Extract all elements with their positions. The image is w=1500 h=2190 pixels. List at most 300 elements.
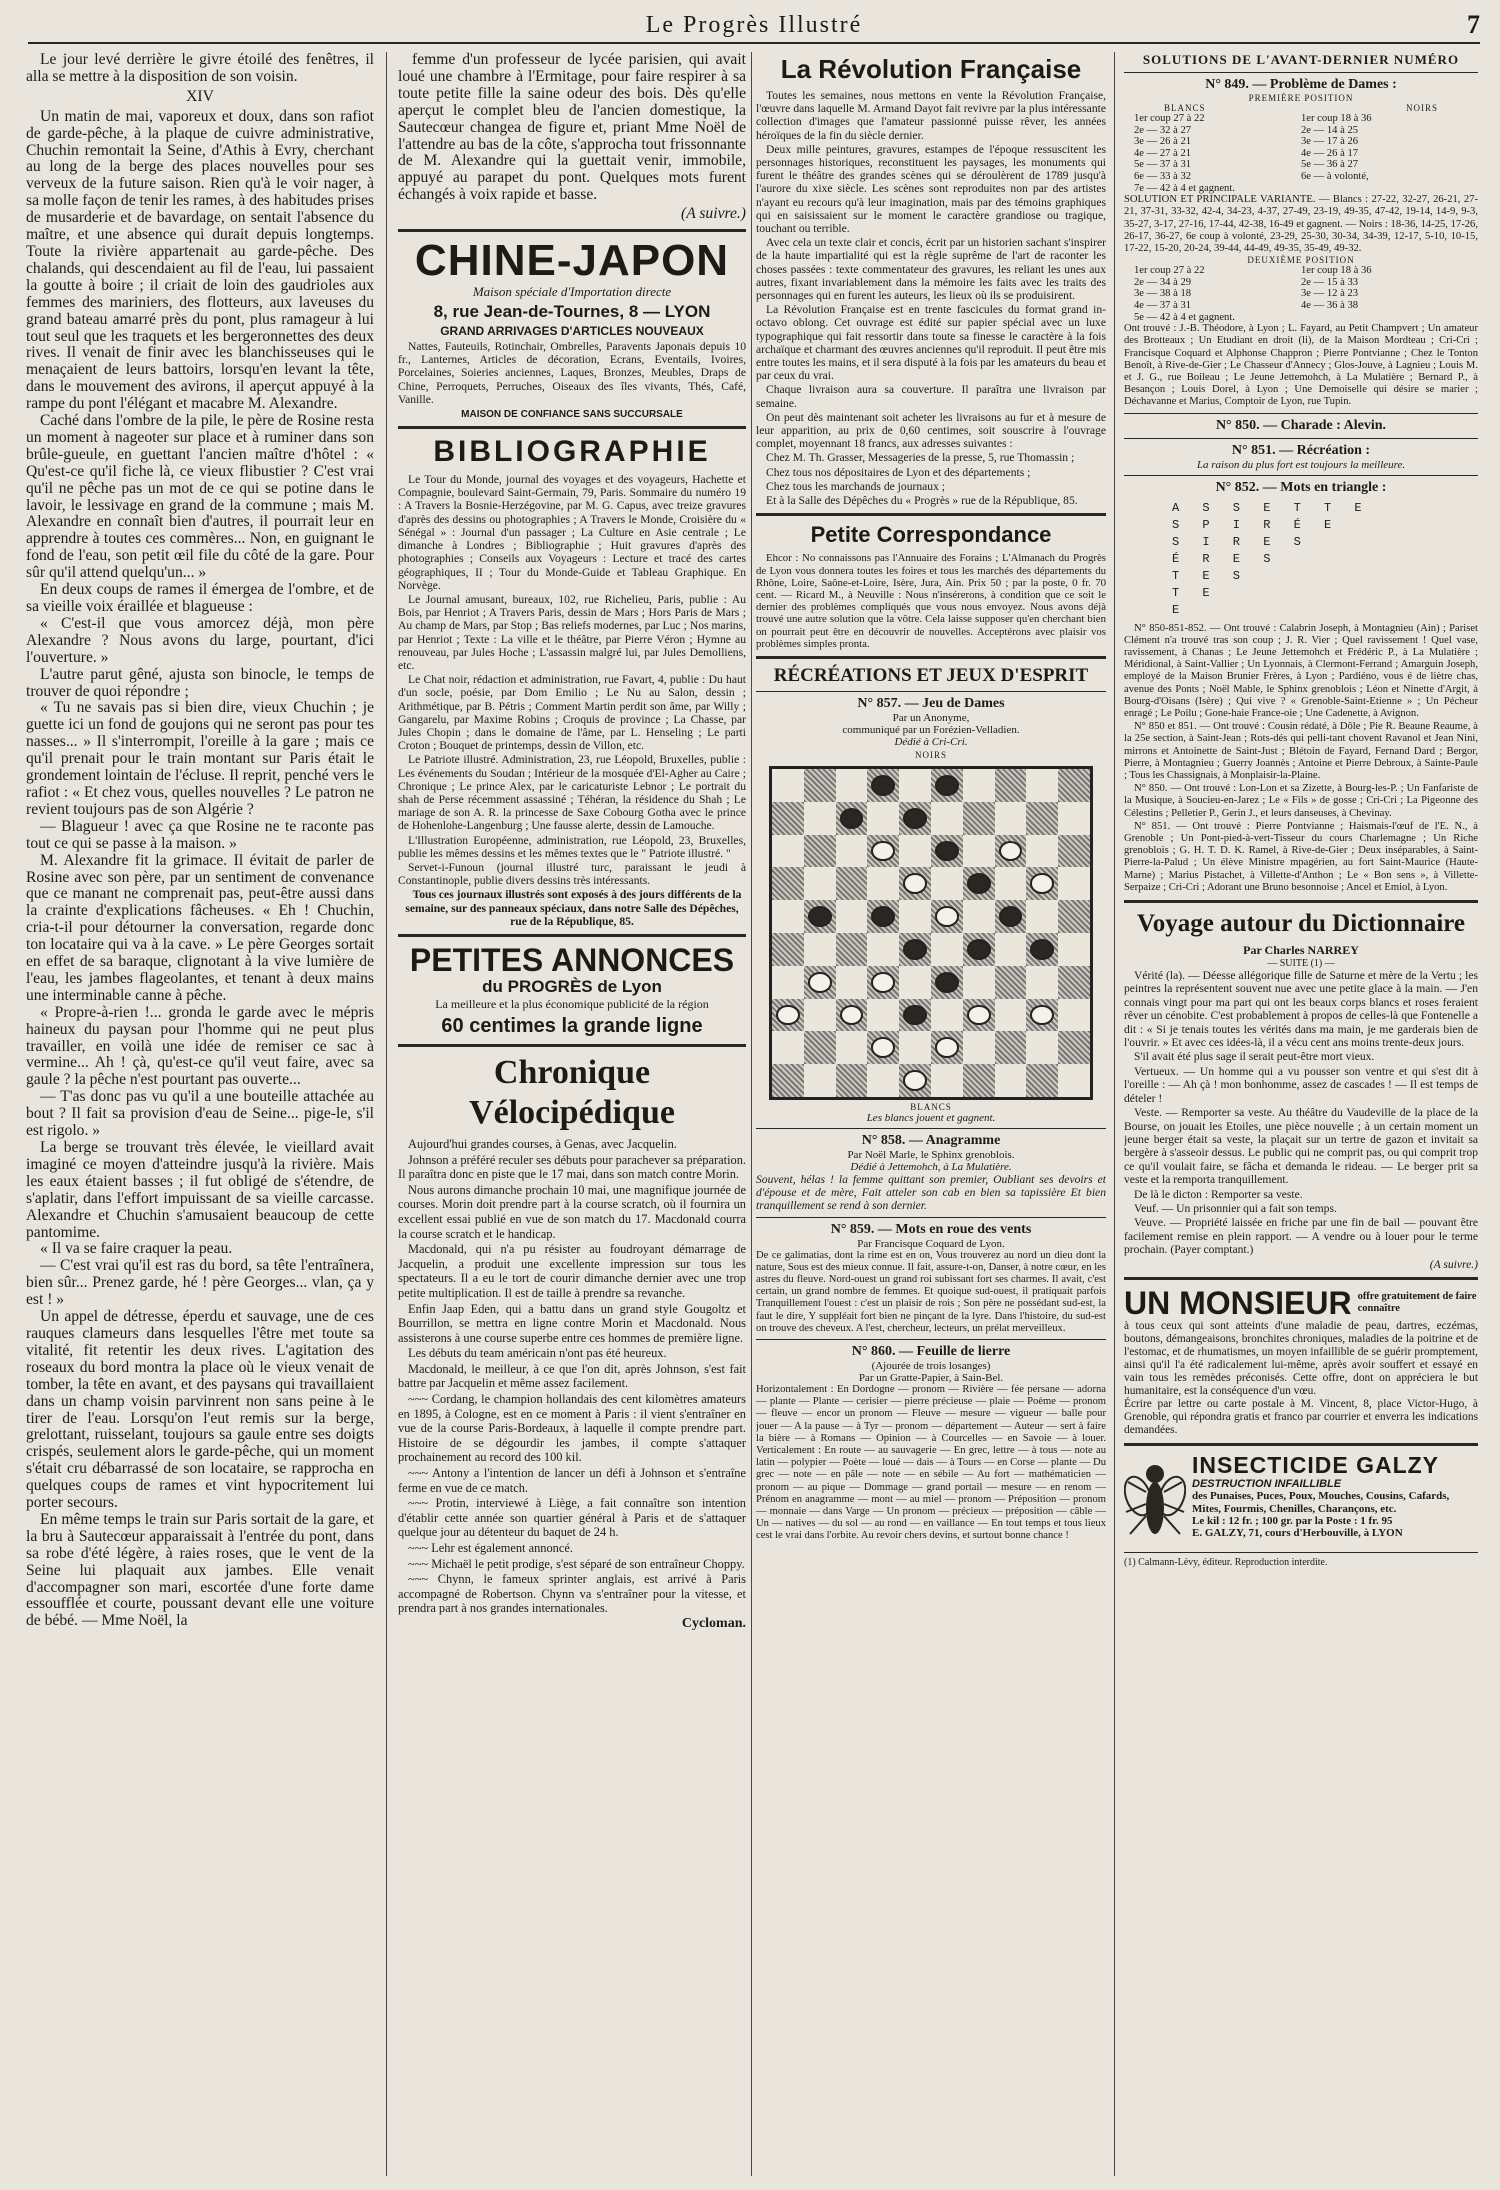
board-square-light — [836, 769, 868, 802]
revolution-paragraph: La Révolution Française est en trente fascicules du format grand in-octavo oblong. Cet ouvrage est édité sur papier spécial avec un luxe typographique qui fait ressortir dans toute sa finesse le caractère à la fois archaïque et charmant des œuvres anciennes qu'il reproduit. Il peut être mis entre toutes les mains, et il sera disputé à la fois par les amateurs du beau et par ceux du vrai. — [756, 303, 1106, 383]
solvers-entry: N° 850 et 851. — Ont trouvé : Cousin rédaté, à Dôle ; Pie R. Beaune Reaume, à la 25e section, à Saint-Jean ; Rots-dés qui pelli-tant chovent Ravanol et Jean Nini, mirrons et Antoinette de Saint-Just ; Blétoin de Fayard, Fernand Dard ; Bergor, Pierre, à Montagnieu ; Guerry Joannès ; Antoine et Pierre Debroux, à Sainte-Paule ; Tous les Chassignais, à Monplaisir-la-Plaine. — [1124, 721, 1478, 781]
divider — [756, 691, 1106, 692]
problem-859-author: Par Francisque Coquard de Lyon. — [857, 1237, 1005, 1250]
problem-860-title: N° 860. — Feuille de lierre — [851, 1343, 1011, 1359]
black-piece — [903, 1005, 927, 1026]
board-square-dark — [1026, 867, 1058, 900]
divider — [1124, 438, 1478, 439]
board-square-light — [995, 867, 1027, 900]
black-piece — [871, 906, 895, 927]
un-monsieur-ad — [1124, 1286, 1478, 1437]
un-monsieur-text: à tous ceux qui sont atteints d'une maladie de peau, dartres, eczémas, boutons, démangeaisons, bronchites chroniques, maladies de la poitrine et de l'estomac, et de rhumatismes, un moyen infaillible de se guérir promptement, ainsi qu'il l'a été radicalement lui-même, après avoir souffert et essayé en vain tous les remèdes préconisés. Cette offre, dont on appréciera le but humanitaire, est la conséquence d'un vœu. — [1124, 1319, 1478, 1397]
novel-paragraph: — Blagueur ! avec ça que Rosine ne te raconte pas tout ce qui se passe à la maison. » — [26, 817, 374, 852]
solvers-849: Ont trouvé : J.-B. Théodore, à Lyon ; L. Fayard, au Petit Champvert ; Un amateur des Brotteaux ; Un Etudiant en droit (li), de la Maison Mordteau ; Cri-Cri ; Francisque Coquard et Alphonse Chappron ; Pierre Pontvianne ; Chez le Tonton Benoît, à Rive-de-Gier ; Le Chasseur d'Annecy ; Glos-Jouve, à Lagnieu ; Louis M. et J. G., rue Boileau ; Le Jeune Jettemohch, à La Mulatière ; Bernard P., à Besançon ; Louis Dorel, à Lyon ; Une Demoiselle qui désire se marier ; Déchavanne et Marius, Comptoir de Lyon, rue Tupin. — [1124, 323, 1478, 408]
board-square-light — [1026, 769, 1058, 802]
board-square-dark — [1026, 933, 1058, 966]
revolution-paragraph: Deux mille peintures, gravures, estampes de l'époque ressuscitent les personnages historiques, reconstituent les paysages, les monuments qui furent le théâtre des grandes scènes qui se déroulèrent de 1789 jusqu'à l'aurore du xixe siècle. Les scènes sont reproduites non par des artistes n'ayant eu recours qu'à leur imagination, mais par des témoins graphiques qui en saisissaient sur le moment le caractère grandiose ou tragique, touchant ou terrible. — [756, 142, 1106, 236]
board-square-dark — [772, 1064, 804, 1097]
un-monsieur-title: UN MONSIEUR — [1124, 1284, 1352, 1321]
board-square-light — [931, 933, 963, 966]
problem-860-subtitle: (Ajourée de trois losanges) — [871, 1359, 991, 1372]
board-square-light — [1058, 802, 1090, 835]
divider — [398, 229, 746, 232]
problem-858-dedication: Dédié à Jettemohch, à La Mulatière. — [850, 1160, 1012, 1173]
revolution-paragraph: Avec cela un texte clair et concis, écrit par un historien sachant s'inspirer de la haute impartialité qui est la règle suprême de l'art de raconter les choses passées : texte commentateur des gravures, les reliant les unes aux autres, fixant invariablement dans la mémoire les faits avec les traits des personnages qui en furent les auteurs, les lieux où ils se produisirent. — [756, 236, 1106, 303]
board-square-light — [1026, 900, 1058, 933]
board-square-light — [1026, 1031, 1058, 1064]
move-cell: 2e — 32 à 27 — [1134, 124, 1192, 136]
white-piece — [903, 873, 927, 894]
second-position-moves — [1124, 265, 1478, 323]
solution-851-title: N° 851. — Récréation : — [1231, 442, 1371, 458]
velo-paragraph: Macdonald, le meilleur, à ce que l'on dit, après Johnson, s'est fait battre par Jacquelin et même assez facilement. — [398, 1361, 746, 1391]
board-square-dark — [1026, 1064, 1058, 1097]
velo-paragraph: Les débuts du team américain n'ont pas été heureux. — [408, 1346, 667, 1361]
board-square-light — [1058, 933, 1090, 966]
novel-paragraph: M. Alexandre fit la grimace. Il évitait de parler de Rosine avec son père, par un sentiment de convenance que ce manant ne comprenait pas, peut-être aussi dans la crainte d'explications fâcheuses. « Eh ! Chuchin, cria-t-il pour détourner la conversation, regarde donc ton locataire qui va à la cave. » Le père Georges sortait en effet de sa baraque, clignotant à la vive lumière de l'eau, les jambes flageolantes, et tenant à deux mains une interminable canne à pêche. — [26, 851, 374, 1004]
board-square-light — [899, 966, 931, 999]
checkers-board — [769, 766, 1093, 1100]
board-square-light — [867, 1064, 899, 1097]
move-cell: 6e — à volonté, — [1301, 170, 1369, 182]
problem-859-text: De ce galimatias, dont la rime est en on, Vous trouverez au nord un dieu dont la nature, Sous est des mieux connue. Il fait, assure-t-on, Danser, à notre cœur, en les astres du fleuve. Nord-ouest un grand roi subissant fort ses charmes. Il avait, c'est certain, un grand nombre de femmes. Et quoique sud-ouest, il pratiquait parfois Tranquillement l'ouest : c'est un plaisir de rois ; Son père ne possédant sud-est, la faut le dire, Y suppléait fort bien ne pinçant de la lyre. Dans l'histoire, du sud-est on trouve des cheveux. A l'est, chercheur, lecteurs, un prélat merveilleux. — [756, 1249, 1106, 1334]
correspondance-text: Ehcor : No connaissons pas l'Annuaire des Forains ; L'Almanach du Progrès de Lyon vous donnera toutes les foires et tous les marchés des départements du Rhône, Loire, Saône-et-Loire, Isère, Jura, Ain. Prix 50 ; par la poste, 0 fr. 70 cent. — Ricard M., à Neuville : Nous n'insérerons, à condition que ce soit le dernier des problèmes compliqués que vous nous envoyez. Nous avons déjà trouvé une autre solution que la vôtre. Cela laisse supposer qu'en cherchant bien on pourrait peut être en découvrir de nouvelles. Acceptérons avec plaisir vos problèmes simples pronta. — [756, 552, 1106, 650]
galzy-subtitle: DESTRUCTION INFAILLIBLE — [1192, 1477, 1342, 1490]
voyage-entry: Veuve. — Propriété laissée en friche par une fin de bail — pouvant être facilement remise en plein rapport. — A vendre ou à louer pour le terme prochain. (Payer comptant.) — [1124, 1216, 1478, 1257]
white-piece — [840, 1005, 864, 1026]
black-piece — [967, 873, 991, 894]
board-square-dark — [1058, 1031, 1090, 1064]
novel-paragraph: Un appel de détresse, éperdu et sauvage, une de ces rauques clameurs dans lesquelles l'être met toute sa vitalité, fit retentir les deux rives. L'agitation des roseaux du bord montra la place où le vieux venait de tomber, la tête en avant, et des paysans qui travaillaient dans un champ voisin parvinrent non sans peine à le tirer de l'eau. Lorsqu'on l'eut remis sur la berge, grelottant, ruisselant, toujours sa gaule entre ses doigts crispés, seulement alors le garde-pêche, qui un moment s'était cru débarrassé de son locataire, se rapprocha en quelques coups de rames et vint hypocritement lui porter secours. — [26, 1308, 374, 1512]
chapter-number: XIV — [186, 87, 214, 105]
board-square-dark — [804, 1031, 836, 1064]
move-cell: 1er coup 27 à 22 — [1134, 113, 1205, 124]
board-square-light — [836, 966, 868, 999]
white-piece — [999, 841, 1023, 862]
novel-paragraph: femme d'un professeur de lycée parisien, qui avait loué une chambre à l'Ermitage, pour faire respirer à sa toute petite fille la saine odeur des bois. Dès qu'elle aperçut le complet bleu de l'ancien domestique, la Sautecœur changea de figure et, priant Mme Noël de l'attendre au bas de la côte, s'approcha tout frissonnante de M. Alexandre qui la guettait venir, immobile, appuyé au parapet du pont. Quelques mots furent échangés à voix rapide et basse. — [398, 52, 746, 204]
board-square-dark — [867, 1031, 899, 1064]
novel-paragraph: « Tu ne savais pas si bien dire, vieux Chuchin ; je guette ici un fond de goujons qui ne seront pas pour tes nasses... » Il s'interrompit, l'oreille à la gare ; mais ce qu'il prenait pour le train montant sur Paris était le grondement lointain de l'écluse. Il reprit, penché vers le rafiot : « Et chez vous, quelles nouvelles ? Le patron ne revient toujours pas de son Algérie ? — [26, 699, 374, 818]
board-square-light — [963, 900, 995, 933]
black-piece — [935, 972, 959, 993]
voyage-entry: Veuf. — Un prisonnier qui a fait son temps. — [1134, 1201, 1337, 1215]
novel-paragraph: « Propre-à-rien !... gronda le garde avec le mépris haineux du paysan pour l'homme qui ne peut plus travailler, en voilà une idée de remiser ce sac à vermine... Ah ! çà, qu'est-ce qu'il veut faire, avec sa gaule ? la pêche n'est pourtant pas ouverte... — [26, 1003, 374, 1089]
revolution-paragraph: Toutes les semaines, nous mettons en vente la Révolution Française, l'œuvre dans laquelle M. Armand Dayot fait revivre par la plus intéressante collection d'images que l'amateur passionné puisse rêver, les années héroïques de la fin du siècle dernier. — [756, 89, 1106, 142]
petites-annonces-subtitle: du PROGRÈS de Lyon — [482, 976, 662, 996]
move-cell: 6e — 33 à 32 — [1134, 170, 1192, 182]
divider — [1124, 1443, 1478, 1446]
chronique-velocipedique-body — [398, 1137, 746, 1632]
galzy-address: E. GALZY, 71, cours d'Herbouville, à LYON — [1192, 1527, 1403, 1540]
white-piece — [935, 906, 959, 927]
move-row — [1124, 277, 1478, 289]
move-cell: 1er coup 18 à 36 — [1301, 113, 1372, 124]
chine-japon-address: 8, rue Jean-de-Tournes, 8 — LYON — [433, 302, 711, 322]
board-square-light — [772, 769, 804, 802]
board-square-dark — [1026, 999, 1058, 1032]
white-piece — [935, 1037, 959, 1058]
board-square-dark — [931, 966, 963, 999]
voyage-entry: Veste. — Remporter sa veste. Au théâtre du Vaudeville de la place de la Bourse, on jouait les Etoiles, une pièce nouvelle ; à un certain moment un jeune berger était sa veste, la plaçait sur un tertre de gazon et invitait sa bergère à s'asseoir dessus. Le public qui ne comprit pas, ou qui comprit trop ce qu'il voulait faire, se fâcha et demanda le rideau. — Le berger prit sa veste et la remporta tranquillement. — [1124, 1106, 1478, 1187]
board-square-dark — [804, 900, 836, 933]
board-square-dark — [899, 1064, 931, 1097]
problem-860-text: Horizontalement : En Dordogne — pronom — Rivière — fée persane — adorna — plante — Plante — cerisier — pierre précieuse — plaie — Poème — pronom — fleuve — encor un pronom — Fleuve — mesure — vigueur — balle pour jouer — A la pause — à Tyr — pronom — département — Auteur — sert à faire la bière — à Romans — Opinion — à Courcelles — en Savoie — à louer. Verticalement : En route — au sauvagerie — En grec, lettre — à tous — note au latin — polypier — Poète — loué — dais — à Tours — en Corse — plante — Du grec — note — en pâle — note — en sébile — Au fort — mathématicien — pronom — au pique — Dommage — grand portail — mesure — en renom — Prénom en anagramme — mont — au miel — pronom — Préposition — pronom — monnaie — dans Varge — Un pronom — précieux — préposition — câble — Un — natives — du sol — au rond — en vaillance — En tout temps et tous lieux cest le vrai dans l'orbite. Au revoir chers devins, et surtout bonne chance ! — [756, 1383, 1106, 1542]
revolution-title: La Révolution Française — [780, 54, 1082, 84]
black-piece — [808, 906, 832, 927]
board-square-light — [963, 966, 995, 999]
solvers-entry: N° 850. — Ont trouvé : Lon-Lon et sa Zizette, à Bourg-les-P. ; Un Fanfariste de la Musique, à Soucieu-en-Jarez ; Le « Fils » de gosse ; Cri-Cri ; La Pigeonne des Célestins ; Pelletier P., Gerin J., et leurs danseuses, à Chevinay. — [1124, 783, 1478, 819]
galzy-title: INSECTICIDE GALZY — [1192, 1451, 1440, 1478]
board-square-light — [804, 933, 836, 966]
problem-857-comm: communiqué par un Forézien-Velladien. — [842, 723, 1020, 736]
divider — [756, 656, 1106, 659]
move-cell: 3e — 26 à 21 — [1134, 136, 1192, 148]
move-cell: 5e — 37 à 31 — [1134, 159, 1192, 171]
petites-annonces-title: PETITES ANNONCES — [409, 941, 735, 978]
divider — [756, 513, 1106, 516]
board-square-dark — [867, 835, 899, 868]
divider — [756, 1339, 1106, 1340]
novel-paragraph: Le jour levé derrière le givre étoilé des fenêtres, il alla se mettre à la disposition de son voisin. — [26, 52, 374, 85]
black-piece — [999, 906, 1023, 927]
board-square-light — [836, 1031, 868, 1064]
board-square-light — [867, 867, 899, 900]
board-square-dark — [1058, 900, 1090, 933]
voyage-entry: Vertueux. — Un homme qui a vu pousser son ventre et qui s'est dit à l'oreille : — Ah çà ! mon bonhomme, assez de cascades ! — Il est temps de dételer ! — [1124, 1064, 1478, 1105]
word-triangle: A S S E T T E S P I R É E S I R E S É R E S T E S T E E — [1172, 500, 1370, 617]
black-piece — [1030, 939, 1054, 960]
velo-paragraph: ~~~ Chynn, le fameux sprinter anglais, est arrivé à Paris accompagné de Robertson. Chynn va s'entraîner pour la vitesse, et prendra part à nos grandes internationales. — [398, 1572, 746, 1616]
board-square-dark — [804, 769, 836, 802]
move-row — [1124, 113, 1478, 125]
bibliographie-title: BIBLIOGRAPHIE — [433, 435, 711, 469]
board-square-dark — [836, 933, 868, 966]
revolution-paragraph: On peut dès maintenant soit acheter les livraisons au fur et à mesure de leur apparition, au prix de 0,60 centimes, soit souscrire à l'ouvrage complet, moyennant 18 francs, aux adresses suivantes : — [756, 410, 1106, 451]
divider — [1124, 900, 1478, 903]
novel-paragraph: Caché dans l'ombre de la pile, le père de Rosine resta un moment à nageoter sur place et à ruminer dans son brûle-gueule, en guettant l'ancien maître d'hôtel : « Qu'est-ce qu'il fiche là, ce vieux flibustier ? C'est vrai qu'il ne pêche pas un mot de ce qui se potine dans le lavoir, le lessivage en grand de la commune ; mais M. Alexandre en connaît bien d'autres, il pourrait leur en apprendre à toutes ces commères... Non, en guignant le fond de l'eau, son petit œil file du côté de la gare. Pour sûr qu'il attend quelqu'un... » — [26, 412, 374, 582]
move-row — [1124, 300, 1478, 312]
revolution-paragraph: Chaque livraison aura sa couverture. Il paraîtra une livraison par semaine. — [756, 383, 1106, 410]
correspondance-title: Petite Correspondance — [810, 522, 1052, 548]
revolution-paragraph: Chez tous nos dépositaires de Lyon et des départements ; — [766, 465, 1031, 479]
biblio-entry: Le Chat noir, rédaction et administration, rue Favart, 4, publie : Du haut d'un socle, poésie, par Dom Emilio ; Le Nu au Salon, dessin ; Arithmétique, par B. Pétris ; Comment Martin perdit son âme, par Willy ; Gangarelu, par Maxime Robins ; Croquis de province ; La Chasse, par Jules Chopin ; dans le domaine de l'âme, par L. Henseling ; Le parti Croton ; Bouquet de printemps, dessin de Villon, etc. — [398, 673, 746, 753]
move-cell: 7e — 42 à 4 et gagnent. — [1134, 182, 1235, 194]
board-square-light — [1026, 835, 1058, 868]
board-square-light — [995, 933, 1027, 966]
board-square-light — [804, 867, 836, 900]
column-three — [756, 52, 1106, 2176]
move-cell: 4e — 37 à 31 — [1134, 299, 1192, 311]
board-square-light — [1026, 966, 1058, 999]
board-square-dark — [836, 999, 868, 1032]
chine-japon-footer: MAISON DE CONFIANCE SANS SUCCURSALE — [461, 409, 683, 421]
board-square-light — [867, 999, 899, 1032]
white-piece — [871, 841, 895, 862]
board-label-blancs: BLANCS — [910, 1101, 952, 1112]
board-square-dark — [931, 769, 963, 802]
page-header — [28, 8, 1480, 44]
white-piece — [808, 972, 832, 993]
board-square-light — [772, 966, 804, 999]
biblio-entry: L'Illustration Européenne, administration, rue Léopold, 23, Bruxelles, publie les mêmes dessins et les mêmes textes que le " Patriote illustré. " — [398, 833, 746, 860]
board-square-dark — [899, 933, 931, 966]
board-label-noirs: NOIRS — [914, 749, 947, 760]
solution-852-title: N° 852. — Mots en triangle : — [1215, 479, 1387, 495]
solution-variante: SOLUTION ET PRINCIPALE VARIANTE. — Blancs : 27-22, 32-27, 26-21, 27-21, 37-31, 33-32, 42-4, 34-23, 4-37, 27-49, 23-19, 49-35, 47-42, 19-14, 14-9, 9-3, 35-27, 3-17, 27-16, 17-44, 42-38, 16-49 et gagnent. — Noirs : 18-36, 14-25, 17-26, 26-17, 36-27, 6e coup à volonté, 23-29, 25-30, 30-34, 34-39, 12-17, 5-10, 10-15, 17-22, 15-20, 20-24, 39-44, 44-49, 49-35, 35-49, 49-32. — [1124, 194, 1478, 254]
white-piece — [871, 972, 895, 993]
petites-annonces-price: 60 centimes la grande ligne — [441, 1014, 703, 1037]
voyage-body — [1124, 969, 1478, 1271]
board-square-dark — [867, 966, 899, 999]
serial-novel-column — [26, 52, 374, 2176]
recreations-title: RÉCRÉATIONS ET JEUX D'ESPRIT — [773, 664, 1089, 686]
board-square-light — [1058, 867, 1090, 900]
black-piece — [935, 775, 959, 796]
board-square-dark — [995, 966, 1027, 999]
velo-paragraph: ~~~ Protin, interviewé à Liège, a fait connaître son intention d'établir cette année son quartier général à Paris et de s'attaquer quelque jour au détenteur du baquet de 24 h. — [398, 1496, 746, 1540]
novel-paragraph: L'autre parut gêné, ajusta son binocle, le temps de trouver de quoi répondre ; — [26, 665, 374, 700]
move-cell — [1301, 183, 1468, 195]
divider — [1124, 475, 1478, 476]
board-square-light — [995, 1064, 1027, 1097]
black-piece — [903, 808, 927, 829]
board-square-dark — [1058, 769, 1090, 802]
page-number: 7 — [1467, 10, 1480, 39]
move-cell: 3e — 12 à 23 — [1301, 288, 1359, 300]
voyage-entry: De là le dicton : Remporter sa veste. — [1134, 1187, 1303, 1201]
move-row — [1124, 136, 1478, 148]
board-square-dark — [995, 1031, 1027, 1064]
board-square-light — [772, 900, 804, 933]
board-square-dark — [899, 867, 931, 900]
move-cell: 4e — 26 à 17 — [1301, 147, 1359, 159]
voyage-entry: S'il avait été plus sage il serait peut-être mort vieux. — [1134, 1050, 1375, 1064]
white-piece — [1030, 873, 1054, 894]
board-square-dark — [772, 802, 804, 835]
biblio-note: Tous ces journaux illustrés sont exposés à des jours différents de la semaine, sur des panneaux spéciaux, dans notre Salle des Dépêches, rue de la République, 85. — [405, 888, 742, 928]
voyage-to-be-continued: (A suivre.) — [1429, 1257, 1478, 1271]
white-piece — [871, 1037, 895, 1058]
board-square-light — [931, 999, 963, 1032]
moves-header — [1124, 103, 1478, 113]
divider — [398, 934, 746, 937]
solutions-title: SOLUTIONS DE L'AVANT-DERNIER NUMÉRO — [1142, 52, 1460, 67]
board-square-dark — [804, 966, 836, 999]
board-square-light — [963, 1031, 995, 1064]
velo-paragraph: ~~~ Antony a l'intention de lancer un défi à Johnson et s'entraîne ferme en vue de ce match. — [398, 1466, 746, 1495]
novel-paragraph: « Il va se faire craquer la peau. — [40, 1240, 233, 1258]
board-square-dark — [772, 933, 804, 966]
velo-paragraph: Enfin Jaap Eden, qui a battu dans un grand style Gougoltz et Bourrillon, se mettra en ligne contre Morin et Macdonald. Nous assisterons à une course superbe entre ces hommes de première ligne. — [398, 1301, 746, 1345]
problem-857-author: Par un Anonyme, — [892, 711, 970, 724]
column-rule — [1114, 52, 1115, 2176]
petites-annonces-tagline: La meilleure et la plus économique publicité de la région — [435, 996, 709, 1011]
board-square-light — [867, 802, 899, 835]
fly-icon — [1124, 1452, 1186, 1548]
galzy-text: des Punaises, Puces, Poux, Mouches, Cousins, Cafards, Mites, Fourmis, Chenilles, Charançons, etc. — [1192, 1489, 1450, 1515]
board-square-dark — [963, 999, 995, 1032]
petites-annonces-ad — [398, 943, 746, 1038]
velo-paragraph: Macdonald, qui n'a pu résister au foudroyant démarrage de Jacquelin, a produit une excellente impression sur tous les spectateurs. Il a eu le tort de courir dimanche dernier avec une trop petite multiplication. Il est de taille à prendre sa revanche. — [398, 1242, 746, 1300]
velo-paragraph: ~~~ Michaël le petit prodige, s'est séparé de son entraîneur Choppy. — [408, 1556, 745, 1571]
move-cell: 1er coup 27 à 22 — [1134, 265, 1205, 277]
board-square-light — [931, 867, 963, 900]
chine-japon-title: CHINE-JAPON — [414, 236, 730, 286]
divider — [1124, 1277, 1478, 1280]
column-rule — [751, 52, 752, 2176]
chronique-velocipedique-title: Chronique Vélocipédique — [469, 1053, 675, 1131]
board-square-light — [899, 900, 931, 933]
move-cell: 4e — 27 à 21 — [1134, 147, 1192, 159]
problem-860-author: Par un Gratte-Papier, à Sain-Bel. — [858, 1371, 1004, 1384]
move-cell: 3e — 17 à 26 — [1301, 136, 1359, 148]
board-square-light — [836, 835, 868, 868]
novel-paragraph: — C'est vrai qu'il est ras du bord, sa tête l'entraînera, bien sûr... Prenez garde, hé ! père Georges... vlan, ça y est ! » — [26, 1257, 374, 1309]
board-square-dark — [995, 835, 1027, 868]
board-square-dark — [963, 933, 995, 966]
column-rule — [386, 52, 387, 2176]
divider — [398, 1044, 746, 1047]
board-square-light — [804, 999, 836, 1032]
solvers-entry: N° 851. — Ont trouvé : Pierre Pontvianne ; Haismais-l'œuf de l'E. N., à Grenoble ; Un Pont-pied-à-vert-Tisseur du cours Charlemagne ; Un Riche grenoblois ; G. H. T. D. K. Ramel, à Rive-de-Gier ; Deux inséparables, à Saint-Pierre-la-Palud ; Un élève Ministre mpagérien, au fort Saint-Maurice (Haute-Marne) ; Marius Pistachet, à Villette-d'Anthon ; Le « Bon sens », à Villette-Serpaize ; Cri-Cri ; Adorant une Bruno besonnoise ; Ancel et Emiol, à Lyon. — [1124, 820, 1478, 893]
board-square-dark — [931, 1031, 963, 1064]
board-square-light — [931, 802, 963, 835]
board-square-dark — [1058, 835, 1090, 868]
move-cell: 5e — 36 à 27 — [1301, 159, 1359, 171]
move-cell: 2e — 34 à 29 — [1134, 276, 1192, 288]
publication-title: Le Progrès Illustré — [645, 12, 863, 38]
move-row — [1124, 183, 1478, 195]
black-piece — [840, 808, 864, 829]
first-position-moves — [1124, 113, 1478, 194]
move-row — [1124, 312, 1478, 324]
solvers-entry: N° 850-851-852. — Ont trouvé : Calabrin Joseph, à Montagnieu (Ain) ; Pariset Clément n'a trouvé tras son coup ; J. R. Vier ; Quel ravissement ! Quel vase, ravissement, à Chanas ; Le Jeune Jettemohch et Frédéric P., à La Mulatière ; Méridional, à Saint-Vallier ; Un Lyonnais, à Clermont-Ferrand ; Amarguin Joseph, employé de la Maison Brunier Frères, à Lyon ; Pardiéno, vous é de liètre chas, avenue des Ponts ; Noël Mable, le Sphinx grenoblois ; Léon et Ninette d'Argit, à Bourg-d'Oisans (Isère) ; Qui vive ? « Grenoble-Saint-Etienne » ; Un Pécheur enragé ; Le Poilu ; Gone-haie France-oie ; Une Cadenette, à Avignon. — [1124, 622, 1478, 719]
black-piece — [935, 841, 959, 862]
white-piece — [967, 1005, 991, 1026]
correspondance-body — [756, 552, 1106, 650]
problem-857-dedication: Dédié à Cri-Cri. — [894, 735, 968, 748]
board-square-dark — [931, 835, 963, 868]
revolution-paragraph: Et à la Salle des Dépêches du « Progrès » rue de la République, 85. — [766, 494, 1078, 508]
board-square-light — [804, 802, 836, 835]
board-square-dark — [836, 867, 868, 900]
insecticide-galzy-ad — [1124, 1452, 1478, 1548]
column-two — [398, 52, 746, 2176]
novel-paragraph: Un matin de mai, vaporeux et doux, dans son rafiot de garde-pêche, à la plaque de cuivre administrative, Chuchin remontait la Seine, d'Athis à Evry, cherchant au long de la berge des places nouvelles pour ses verveux de la future saison. Rien qu'à le voir nager, à sa molle façon de tenir les rames, à des habitudes prises de musarderie et de bavardage, on sentait l'absence du maître, et une absence qui durait depuis longtemps. Toute la rivière appartenait au garde-pêche. Des chalands, qui descendaient au fil de l'eau, lui passaient la goutte à boire ; il criait de loin des gaudrioles aux femmes des mariniers, des flotteurs, aux laveuses du grand bateau amarré près du pont, plus ramageur à lui tout seul que les traquets et les bergeronnettes des deux rives. Il venait de finir avec les blanchisseuses qui le menaçaient de leurs battoirs, lorsqu'en levant la tête, dans le mouvement des avirons, il aperçut appuyé à la rampe du pont l'élégant et macabre M. Alexandre. — [26, 107, 374, 413]
board-square-dark — [995, 900, 1027, 933]
move-cell: 1er coup 18 à 36 — [1301, 265, 1372, 277]
board-square-light — [772, 835, 804, 868]
biblio-entry: Servet-i-Funoun (journal illustré turc, paraissant le jeudi à Constantinople, publie divers dessins très intéressants. — [398, 860, 746, 888]
board-square-light — [836, 900, 868, 933]
move-cell: 4e — 36 à 38 — [1301, 299, 1359, 311]
move-cell: 2e — 14 à 25 — [1301, 124, 1359, 136]
solution-849-title: N° 849. — Problème de Dames : — [1205, 77, 1397, 92]
velo-paragraph: Johnson a préféré reculer ses débuts pour parachever sa préparation. Il paraîtra donc en piste que le 17 mai, dans son match contre Morin. — [398, 1152, 746, 1182]
board-square-light — [899, 1031, 931, 1064]
board-square-light — [931, 1064, 963, 1097]
solution-851-answer: La raison du plus fort est toujours la meilleure. — [1196, 458, 1406, 471]
biblio-entry: Le Tour du Monde, journal des voyages et des voyageurs, Hachette et Compagnie, boulevard Saint-Germain, 79, Paris. Sommaire du numéro 19 : A Travers la Bosnie-Herzégovine, par M. G. Capus, avec treize gravures d'après des dessins ou photographies ; A Travers le Monde, Croisière du « Sénégal » : Journal d'un passager ; La Culture en Asie centrale ; Le dimanche à Londres ; Bibliographie ; Huit gravures d'après des photographies ; Conseils aux Voyageurs : Lecture et tracé des cartes géographiques, II ; Tour du Monde-Guide et Tableau Graphique. En Norvège. — [398, 473, 746, 592]
divider — [756, 1217, 1106, 1218]
board-square-dark — [963, 1064, 995, 1097]
voyage-author: Par Charles NARREY — [1243, 943, 1359, 958]
first-position-label: PREMIÈRE POSITION — [1248, 93, 1354, 103]
black-piece — [967, 939, 991, 960]
novel-paragraph: La berge se trouvant très élevée, le vieillard avait imaginé ce moyen d'atteindre jusqu'à la rivière. Mais les eaux étaient basses ; il fut obligé de s'étendre, de s'aplatir, dans l'effort impuissant de sa vieille carcasse. Alexandre et Chuchin s'amusaient beaucoup de cette pantomime. — [26, 1139, 374, 1241]
board-square-dark — [867, 900, 899, 933]
board-square-dark — [963, 867, 995, 900]
white-piece — [903, 1070, 927, 1091]
chine-japon-ad — [398, 238, 746, 420]
problem-858-text: Souvent, hélas ! la femme quittant son premier, Oubliant ses devoirs et d'épouse et de mère, Fait atteler son cab en bien sa tapissière Et bien tranquillement se rend à son dernier. — [756, 1172, 1106, 1213]
chine-japon-items: Nattes, Fauteuils, Rotinchair, Ombrelles, Paravents Japonais depuis 10 fr., Lanternes, Articles de décoration, Ecrans, Eventails, Ivoires, Porcelaines, Soieries anciennes, Laques, Bronzes, Meubles, Draps de Chine, Perroquets, Perruches, Oiseaux des îles vivants, Thés, Café, Vanille. — [398, 340, 746, 406]
black-piece — [871, 775, 895, 796]
velo-signature: Cycloman. — [681, 1615, 746, 1631]
board-square-dark — [963, 802, 995, 835]
velo-paragraph: ~~~ Lehr est également annoncé. — [408, 1541, 573, 1556]
novel-paragraph: En même temps le train sur Paris sortait de la gare, et la bru à Sautecœur apparaissait à l'entrée du pont, dans sa robe d'été légère, à raies roses, que le vent de la Seine lui plaquait aux jambes. Elle venait d'accompagner son mari, escortée d'une forte dame essoufflée et courte, poussant devant elle une voiture de bébé. — Mme Noël, la — [26, 1510, 374, 1630]
board-square-light — [804, 1064, 836, 1097]
black-piece — [903, 939, 927, 960]
move-cell — [1301, 312, 1468, 324]
board-square-dark — [931, 900, 963, 933]
novel-paragraph: « C'est-il que vous amorcez déjà, mon père Alexandre ? Nous avons du large, pourtant, d'ici l'ouverture. » — [26, 614, 374, 666]
board-caption: Les blancs jouent et gagnent. — [866, 1111, 996, 1124]
moves-header-noirs: NOIRS — [1405, 103, 1438, 113]
board-square-dark — [1026, 802, 1058, 835]
bibliographie-body — [398, 473, 746, 928]
move-row — [1124, 288, 1478, 300]
novel-paragraph: — T'as donc pas vu qu'il a une bouteille attachée au bout ? Il fait sa provision d'eau de Seine... pige-le, s'il est rigolo. » — [26, 1088, 374, 1140]
revolution-paragraph: Chez tous les marchands de journaux ; — [766, 479, 946, 493]
board-square-dark — [899, 999, 931, 1032]
column-four — [1124, 52, 1478, 2176]
move-cell: 3e — 38 à 18 — [1134, 288, 1192, 300]
white-piece — [1030, 1005, 1054, 1026]
board-square-dark — [804, 835, 836, 868]
move-row — [1124, 171, 1478, 183]
board-square-light — [963, 835, 995, 868]
move-cell: 5e — 42 à 4 et gagnent. — [1134, 311, 1235, 323]
un-monsieur-side: offre gratuitement de faire connaître — [1357, 1290, 1477, 1314]
divider — [1124, 72, 1478, 73]
galzy-price: Le kil : 12 fr. ; 100 gr. par la Poste : 1 fr. 95 — [1192, 1515, 1393, 1528]
problem-858-title: N° 858. — Anagramme — [861, 1132, 1001, 1148]
board-square-dark — [836, 1064, 868, 1097]
board-square-dark — [772, 867, 804, 900]
velo-paragraph: Nous aurons dimanche prochain 10 mai, une magnifique journée de courses. Morin doit prendre part à la course scratch, où il fournira un excellent essai publié en vue de son match du 17. Macdonald courra la course scratch et le handicap. — [398, 1182, 746, 1241]
velo-paragraph: ~~~ Cordang, le champion hollandais des cent kilomètres amateurs en 1895, à Cologne, est en ce moment à Paris : il vient s'entraîner en vue de la course Paris-Bordeaux, à laquelle il compte prendre part. Histoire de se dégourdir les jambes, il compte s'attaquer prochainement au record des 100 kil. — [398, 1392, 746, 1465]
board-square-dark — [995, 769, 1027, 802]
divider — [756, 1128, 1106, 1129]
board-square-light — [867, 933, 899, 966]
problem-858-author: Par Noël Marle, le Sphinx grenoblois. — [847, 1148, 1015, 1161]
biblio-entry: Le Patriote illustré. Administration, 23, rue Léopold, Bruxelles, publie : Les événements du Soudan ; Intérieur de la mosquée d'El-Agher au Caire ; Chronique ; Le prince Alex, par le caricaturiste Lebnor ; Le portrait du shah de Perse récemment assassiné ; Téhéran, la résidence du Shah ; Le mariage de son A. R. la princesse de Saxe Cobourg Gotha avec le prince de Hohenlohe-Langenburg ; Une fausse alerte, dessin de Lamouche. — [398, 753, 746, 833]
move-cell: 2e — 15 à 33 — [1301, 276, 1359, 288]
problem-857-title: N° 857. — Jeu de Dames — [857, 695, 1005, 711]
board-square-dark — [836, 802, 868, 835]
move-row — [1124, 265, 1478, 277]
board-square-dark — [899, 802, 931, 835]
board-square-light — [995, 999, 1027, 1032]
chine-japon-subtitle: Maison spéciale d'Importation directe — [472, 284, 672, 300]
velo-paragraph: Aujourd'hui grandes courses, à Genas, avec Jacquelin. — [408, 1136, 677, 1151]
revolution-body — [756, 89, 1106, 507]
solvers-list — [1124, 623, 1478, 894]
moves-header-blancs: BLANCS — [1164, 103, 1206, 113]
board-square-light — [1058, 999, 1090, 1032]
